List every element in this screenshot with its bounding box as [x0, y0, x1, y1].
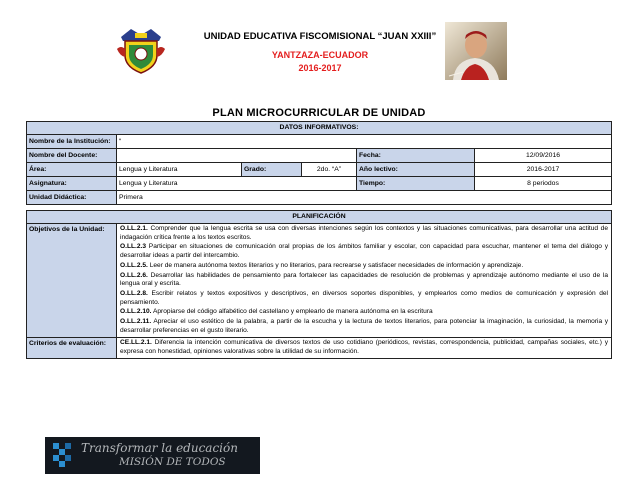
unidad-value: Primera [117, 191, 612, 205]
objetivo-item [120, 272, 608, 289]
planificacion-heading: PLANIFICACIÓN [27, 211, 612, 224]
school-location: YANTZAZA-ECUADOR [271, 50, 369, 60]
footer-banner [45, 437, 260, 474]
objetivo-text: Apropiarse del código alfabético del castellano y emplearlo de manera autónoma en la escritura [151, 308, 433, 316]
objetivos-label: Objetivos de la Unidad: [27, 224, 117, 338]
tiempo-label: Tiempo: [357, 177, 475, 191]
area-label: Área: [27, 163, 117, 177]
objetivo-item [120, 290, 608, 307]
fecha-value: 12/09/2016 [475, 149, 612, 163]
objetivo-text: Escribir relatos y textos expositivos y descriptivos, en diversos soportes disponibles, y emplearlos como medios de comunicación y expresión del pensamiento. [120, 289, 608, 306]
school-crest-icon [115, 23, 167, 75]
pope-portrait-icon [445, 22, 507, 80]
grado-label: Grado: [242, 163, 302, 177]
criterios-label: Criterios de evaluación: [27, 338, 117, 358]
objetivo-item [120, 308, 608, 317]
criterio-code: CE.LL.2.1. [120, 339, 152, 347]
objetivo-item [120, 318, 608, 335]
objetivo-code: O.LL.2.11. [120, 318, 152, 326]
institucion-value: “ [117, 135, 612, 149]
objetivo-code: O.LL.2.1. [120, 225, 148, 232]
banner-slogan: Transformar la educación [81, 441, 238, 455]
institucion-label: Nombre de la Institución: [27, 135, 117, 149]
criterio-item [117, 338, 612, 358]
anio-label: Año lectivo: [357, 163, 475, 177]
docente-label: Nombre del Docente: [27, 149, 117, 163]
area-value: Lengua y Literatura [117, 163, 242, 177]
unidad-label: Unidad Didáctica: [27, 191, 117, 205]
banner-mission: MISIÓN DE TODOS [119, 456, 226, 468]
objetivo-code: O.LL.2.5. [120, 261, 148, 269]
school-year: 2016-2017 [298, 63, 342, 73]
objetivo-text: Leer de manera autónoma textos literarios y no literarios, para recrearse y satisfacer necesidades de información y aprendizaje. [147, 261, 524, 269]
objetivo-text: Desarrollar las habilidades de pensamiento para fortalecer las capacidades de resolución de problemas y aprendizaje autónomo mediante el uso de la lengua oral y escrita. [120, 271, 608, 288]
criterio-text: Diferencia la intención comunicativa de diversos textos de uso cotidiano (periódicos, revistas, correspondencia, publicidad, campañas sociales, etc.) y expresa con honestidad, opiniones valorativas sobre la utilidad de su información. [120, 339, 608, 356]
objetivo-item [120, 225, 608, 242]
asignatura-value: Lengua y Literatura [117, 177, 357, 191]
objetivo-code: O.LL.2.6. [120, 271, 148, 279]
objetivo-code: O.LL.2.10. [120, 308, 152, 316]
datos-informativos-table [26, 121, 612, 205]
objetivo-text: Apreciar el uso estético de la palabra, a partir de la escucha y la lectura de textos literarios, para potenciar la imaginación, la curiosidad, la memoria y desarrollar preferencias en el gusto literario. [120, 318, 608, 334]
anio-value: 2016-2017 [475, 163, 612, 177]
document-title: PLAN MICROCURRICULAR DE UNIDAD [212, 107, 426, 119]
objetivos-list [117, 224, 612, 338]
school-name: UNIDAD EDUCATIVA FISCOMISIONAL “JUAN XXIII” [203, 31, 437, 42]
objetivo-text: Comprender que la lengua escrita se usa con diversas intenciones según los contextos y las situaciones comunicativas, para desarrollar una actitud de indagación crítica frente a los textos escritos. [120, 225, 608, 241]
planificacion-table [26, 210, 612, 359]
objetivo-code: O.LL.2.3 [120, 243, 147, 251]
grado-value: 2do. “A” [302, 163, 357, 177]
datos-heading: DATOS INFORMATIVOS: [27, 122, 612, 135]
docente-value [117, 149, 357, 163]
tiempo-value: 8 periodos [475, 177, 612, 191]
asignatura-label: Asignatura: [27, 177, 117, 191]
objetivo-item [120, 262, 608, 271]
objetivo-code: O.LL.2.8. [120, 289, 148, 297]
objetivo-text: Participar en situaciones de comunicación oral propias de los ámbitos familiar y escolar, con capacidad para escuchar, mantener el tema del diálogo y desarrollar ideas a partir del intercambio. [120, 243, 608, 260]
fecha-label: Fecha: [357, 149, 475, 163]
objetivo-item [120, 243, 608, 260]
